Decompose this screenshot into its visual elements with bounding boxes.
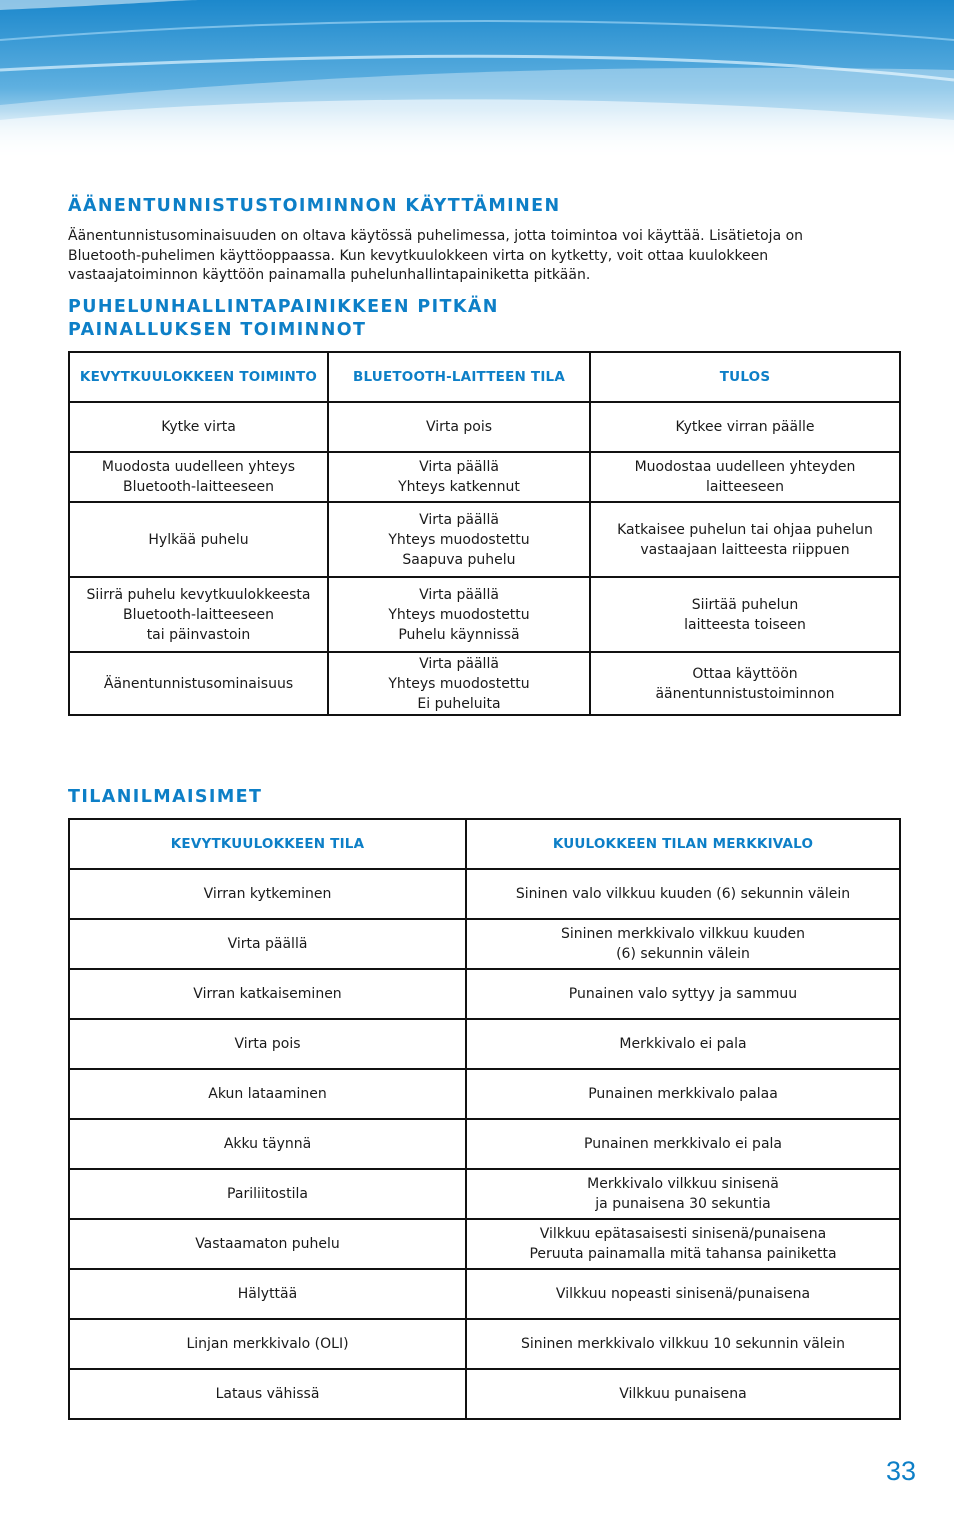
table-cell	[69, 969, 466, 1019]
table-cell	[69, 502, 328, 577]
cell-text: Punainen merkkivalo palaa	[588, 1086, 778, 1102]
table-cell	[69, 1269, 466, 1319]
table-row	[69, 1069, 900, 1119]
table-row	[69, 1369, 900, 1419]
page-number: 33	[885, 1456, 916, 1486]
cell-text: ja punaisena 30 sekuntia	[595, 1196, 771, 1212]
table-row	[69, 1169, 900, 1219]
table-row	[69, 969, 900, 1019]
table-cell	[69, 1069, 466, 1119]
cell-text: Yhteys muodostettu	[388, 675, 530, 692]
table-cell	[466, 1019, 900, 1069]
table-cell	[466, 869, 900, 919]
table-cell	[328, 452, 590, 502]
cell-text: Virta päällä	[419, 655, 499, 672]
cell-text: Virta päällä	[419, 459, 499, 475]
cell-text: Saapuva puhelu	[402, 551, 516, 568]
table-cell	[328, 502, 590, 577]
section-title-status-indicators: TILANILMAISIMET	[68, 787, 263, 807]
cell-text: Virta päällä	[419, 586, 499, 603]
cell-text: Sininen merkkivalo vilkkuu 10 sekunnin välein	[520, 1336, 846, 1352]
cell-text: Sininen merkkivalo vilkkuu kuuden	[560, 926, 806, 942]
table-row	[69, 869, 900, 919]
table-cell	[328, 577, 590, 652]
cell-text: Akun lataaminen	[208, 1086, 327, 1102]
table-row	[69, 577, 900, 652]
table-cell	[590, 577, 900, 652]
section-title-line: PUHELUNHALLINTAPAINIKKEEN PITKÄN	[68, 297, 499, 317]
cell-text: Hälyttää	[237, 1286, 298, 1302]
cell-text: Vilkkuu punaisena	[619, 1386, 747, 1402]
cell-text: Yhteys muodostettu	[388, 606, 530, 623]
table-row	[69, 1119, 900, 1169]
table-row	[69, 1269, 900, 1319]
cell-text: Äänentunnistusominaisuus	[103, 675, 294, 692]
table-header-row	[69, 819, 900, 869]
cell-text: Lataus vähissä	[215, 1386, 320, 1402]
cell-text: Virran kytkeminen	[203, 886, 332, 902]
cell-text: Linjan merkkivalo (OLI)	[186, 1336, 349, 1352]
table-cell	[590, 402, 900, 452]
cell-text: laitteeseen	[706, 479, 784, 495]
cell-text: Muodosta uudelleen yhteys	[101, 459, 296, 475]
cell-text: Kytke virta	[161, 419, 236, 435]
table-cell	[328, 402, 590, 452]
table-cell	[590, 652, 900, 715]
cell-text: Bluetooth-laitteeseen	[123, 479, 274, 495]
table-cell	[69, 402, 328, 452]
table-cell	[590, 452, 900, 502]
cell-text: äänentunnistustoiminnon	[655, 685, 835, 702]
table-cell	[466, 1119, 900, 1169]
table-row	[69, 652, 900, 715]
table-cell	[69, 1369, 466, 1419]
section-title-voice-recognition: ÄÄNENTUNNISTUSTOIMINNON KÄYTTÄMINEN	[68, 196, 561, 216]
table-cell	[466, 919, 900, 969]
cell-text: Merkkivalo vilkkuu sinisenä	[587, 1176, 779, 1192]
cell-text: Peruuta painamalla mitä tahansa painiketta	[529, 1246, 837, 1262]
cell-text: Sininen valo vilkkuu kuuden (6) sekunnin välein	[515, 886, 851, 902]
column-header: KEVYTKUULOKKEEN TILA	[69, 819, 466, 869]
cell-text: Punainen valo syttyy ja sammuu	[568, 986, 798, 1002]
cell-text: Siirtää puhelun	[691, 596, 799, 613]
cell-text: Punainen merkkivalo ei pala	[584, 1136, 782, 1152]
cell-text: Vilkkuu nopeasti sinisenä/punaisena	[555, 1286, 811, 1302]
table-row	[69, 919, 900, 969]
table-row	[69, 1319, 900, 1369]
status-indicators-table	[68, 818, 901, 1420]
section-title-long-press	[68, 296, 499, 342]
table-cell	[69, 1019, 466, 1069]
cell-text: Virta päällä	[227, 936, 308, 952]
cell-text: (6) sekunnin välein	[616, 946, 750, 962]
table-cell	[69, 919, 466, 969]
table-row	[69, 1219, 900, 1269]
cell-text: Muodostaa uudelleen yhteyden	[634, 459, 856, 475]
table-row	[69, 452, 900, 502]
cell-text: vastaajaan laitteesta riippuen	[640, 541, 850, 558]
table-row	[69, 1019, 900, 1069]
cell-text: Siirrä puhelu kevytkuulokkeesta	[86, 586, 311, 603]
cell-text: Ei puheluita	[417, 695, 501, 712]
table-cell	[328, 652, 590, 715]
table-cell	[466, 1069, 900, 1119]
cell-text: Akku täynnä	[223, 1136, 312, 1152]
table-cell	[69, 577, 328, 652]
column-header: KUULOKKEEN TILAN MERKKIVALO	[466, 819, 900, 869]
table-cell	[590, 502, 900, 577]
table-cell	[69, 452, 328, 502]
cell-text: Virta pois	[425, 419, 493, 435]
table-cell	[69, 1119, 466, 1169]
table-cell	[466, 1269, 900, 1319]
cell-text: tai päinvastoin	[146, 626, 251, 643]
cell-text: Hylkää puhelu	[148, 531, 249, 548]
cell-text: Vilkkuu epätasaisesti sinisenä/punaisena	[539, 1226, 827, 1242]
cell-text: Virta pois	[234, 1036, 301, 1052]
cell-text: laitteesta toiseen	[684, 616, 806, 633]
cell-text: Virta päällä	[419, 511, 499, 528]
table-header-row	[69, 352, 900, 402]
header-wave-banner	[0, 0, 954, 160]
cell-text: Bluetooth-laitteeseen	[123, 606, 274, 623]
table-row	[69, 502, 900, 577]
cell-text: Katkaisee puhelun tai ohjaa puhelun	[617, 521, 873, 538]
long-press-functions-table	[68, 351, 901, 716]
cell-text: Virran katkaiseminen	[193, 986, 342, 1002]
column-header: TULOS	[590, 352, 900, 402]
cell-text: Pariliitostila	[227, 1186, 308, 1202]
table-cell	[69, 652, 328, 715]
cell-text: Ottaa käyttöön	[692, 665, 798, 682]
table-cell	[69, 869, 466, 919]
table-cell	[69, 1319, 466, 1369]
cell-text: Yhteys muodostettu	[388, 531, 530, 548]
cell-text: Yhteys katkennut	[398, 479, 520, 495]
table-cell	[69, 1219, 466, 1269]
column-header: KEVYTKUULOKKEEN TOIMINTO	[69, 352, 328, 402]
table-cell	[69, 1169, 466, 1219]
cell-text: Vastaamaton puhelu	[195, 1236, 340, 1252]
cell-text: Merkkivalo ei pala	[619, 1036, 747, 1052]
voice-recognition-description: Äänentunnistusominaisuuden on oltava käytössä puhelimessa, jotta toimintoa voi käyttää. Lisätietoja on Bluetooth-puhelimen käyttöoppaassa. Kun kevytkuulokkeen virta on kytketty, voit ottaa kuulokkeen vastaajatoiminnon käyttöön painamalla puhelunhallintapainiketta pitkään.	[68, 228, 804, 283]
table-row	[69, 402, 900, 452]
table-cell	[466, 1169, 900, 1219]
table-cell	[466, 1369, 900, 1419]
table-cell	[466, 969, 900, 1019]
table-cell	[466, 1219, 900, 1269]
section-title-line: PAINALLUKSEN TOIMINNOT	[68, 320, 367, 340]
table-cell	[466, 1319, 900, 1369]
column-header: BLUETOOTH-LAITTEEN TILA	[328, 352, 590, 402]
cell-text: Puhelu käynnissä	[398, 626, 520, 643]
cell-text: Kytkee virran päälle	[675, 419, 815, 435]
